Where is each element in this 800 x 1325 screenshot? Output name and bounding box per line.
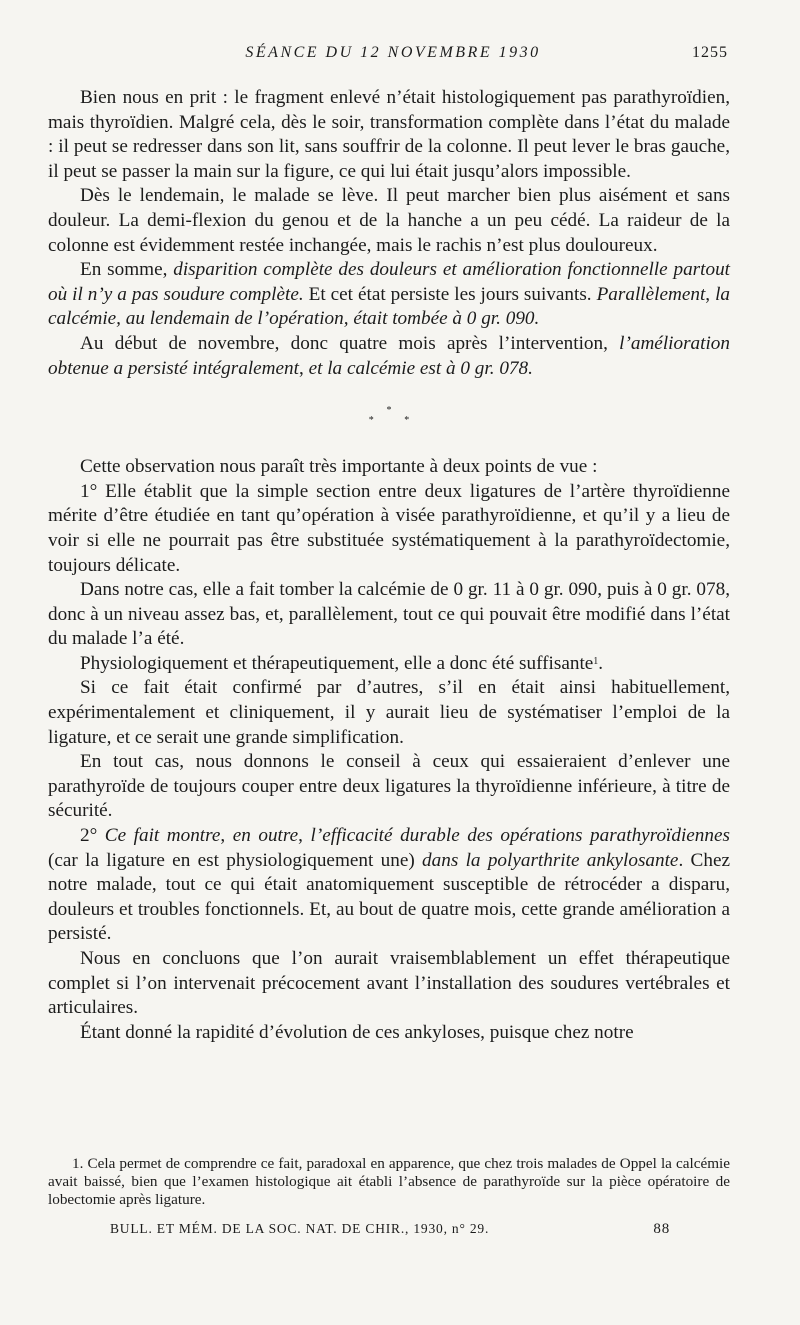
p3-text-c: Et cet état persiste les jours suivants. — [303, 283, 597, 305]
p3-italic-f: la calcémie, au lendemain de l’opération, était tombée à 0 gr. 090. — [48, 283, 730, 330]
paragraph-5: Cette observation nous paraît très importante à deux points de vue : — [80, 456, 598, 478]
p11-italic-f: l’efficacité durable des opérations parathyroïdiennes — [310, 825, 730, 847]
journal-citation: BULL. ET MÉM. DE LA SOC. NAT. DE CHIR., 1930, n° 29. — [110, 1221, 490, 1236]
page-number: 1255 — [692, 44, 728, 61]
p4-text-c: , — [298, 357, 309, 379]
page-footer — [110, 1221, 670, 1237]
p11-text-g: (car la ligature en est physiologiquement une) — [48, 849, 423, 871]
p11-text-c: , — [220, 825, 233, 847]
paragraph-9: Si ce fait était confirmé par d’autres, s’il en était ainsi habituellement, expérimentalement et cliniquement, il y aurait lieu de systématiser l’emploi de la ligature, et ce serait une grande simplification. — [48, 677, 730, 748]
signature-number: 88 — [653, 1221, 670, 1237]
p8-end: . — [598, 652, 604, 674]
paragraph-11 — [48, 824, 730, 947]
p11-text-a: 2° — [80, 825, 105, 847]
p11-text-e: , — [298, 825, 311, 847]
p3-text-a: En somme, — [80, 259, 174, 281]
p3-text-e: , — [705, 283, 716, 305]
p11-italic-b: Ce fait montre — [104, 825, 221, 847]
footnote-text: 1. Cela permet de comprendre ce fait, paradoxal en apparence, que chez trois malades de Oppel la calcémie avait baissé, bien que l’examen histologique ait établi l’absence de parathyroïde sur la pièce opératoire de lobectomie après ligature. — [48, 1155, 730, 1208]
running-title: SÉANCE DU 12 NOVEMBRE 1930 — [245, 44, 541, 61]
p4-italic-d: et la calcémie est à 0 gr. 078. — [308, 357, 533, 379]
p4-italic-b: l’amélioration obtenue a persisté intégralement — [48, 332, 730, 379]
p11-italic-d: en outre — [232, 825, 299, 847]
paragraph-10: En tout cas, nous donnons le conseil à ceux qui essaieraient d’enlever une parathyroïde de toujours couper entre deux ligatures la thyroïdienne inférieure, à titre de sécurité. — [48, 751, 730, 822]
p8-text: Physiologiquement et thérapeutiquement, elle a donc été suffisante — [80, 652, 594, 674]
paragraph-7: Dans notre cas, elle a fait tomber la calcémie de 0 gr. 11 à 0 gr. 090, puis à 0 gr. 078, donc à un niveau assez bas, et, parallèlement, tout ce qui pouvait être modifié dans l’état du malade l’a été. — [48, 579, 730, 650]
p4-text-a: Au début de novembre, donc quatre mois après l’intervention, — [80, 332, 620, 354]
main-text — [48, 86, 730, 1045]
footnote-ref: 1 — [593, 655, 599, 667]
p11-italic-h: dans la polyarthrite ankylosante — [422, 849, 679, 871]
paragraph-2: Dès le lendemain, le malade se lève. Il peut marcher bien plus aisément et sans douleur. La demi-flexion du genou et de la hanche a un peu cédé. La raideur de la colonne est évidemment restée inchangée, mais le rachis n’est plus douloureux. — [48, 185, 730, 256]
running-header — [48, 44, 738, 66]
asterism-top: * — [386, 405, 406, 417]
paragraph-6: 1° Elle établit que la simple section entre deux ligatures de l’artère thyroïdienne mérite d’être étudiée en tant qu’opération à visée parathyroïdienne, et qu’il y a lieu de voir si elle ne pourrait pas être substituée systématiquement à la parathyroïdectomie, toujours délicate. — [48, 480, 730, 576]
paragraph-13: Étant donné la rapidité d’évolution de ces ankyloses, puisque chez notre — [80, 1021, 634, 1043]
asterism-bottom: * * — [368, 415, 424, 427]
paragraph-1: Bien nous en prit : le fragment enlevé n’était histologiquement pas parathyroïdien, mais thyroïdien. Malgré cela, dès le soir, transformation complète dans l’état du malade : il peut se redresser dans son lit, sans souffrir de la colonne. Il peut lever le bras gauche, il peut se passer la main sur la figure, ce qui lui était jusqu’alors impossible. — [48, 87, 730, 182]
section-separator — [48, 406, 730, 426]
paragraph-3 — [48, 258, 730, 332]
p11-text-i: . Chez notre malade, tout ce qui était anatomiquement susceptible de rétrocéder a disparu, douleurs et troubles fonctionnels. Et, au bout de quatre mois, cette grande amélioration a persisté. — [48, 849, 730, 945]
p3-italic-d: Parallèlement — [596, 283, 706, 305]
paragraph-12: Nous en concluons que l’on aurait vraisemblablement un effet thérapeutique complet si l’on intervenait précocement avant l’installation des soudures vertébrales et articulaires. — [48, 948, 730, 1019]
footnote — [48, 1155, 730, 1208]
paragraph-8 — [48, 652, 730, 677]
paragraph-4 — [48, 332, 730, 381]
p3-italic-b: disparition complète des douleurs et amélioration fonctionnelle partout où il n’y a pas soudure complète. — [48, 259, 730, 305]
